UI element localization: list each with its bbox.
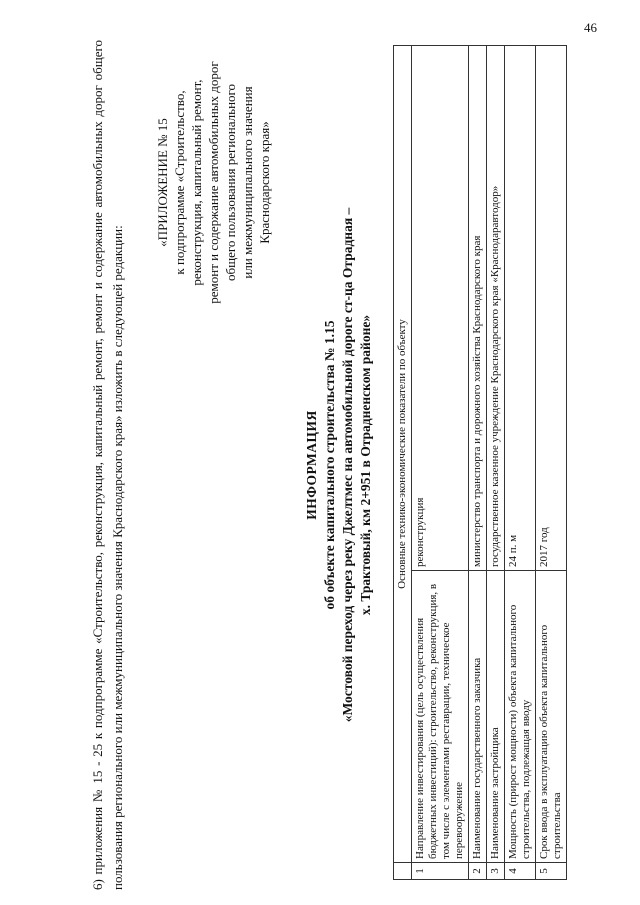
row-name: Наименование застройщика	[487, 571, 505, 863]
table-header-row	[394, 46, 412, 880]
appendix-line: Краснодарского края»	[257, 121, 272, 244]
table-row	[505, 46, 536, 880]
object-name-line1: «Мостовой переход через реку Джелтмес на автомобильной дороге ст-ца Отрадная –	[340, 207, 355, 723]
object-name-line2: х. Трактовый, км 2+951 в Отрадненском районе»	[358, 314, 373, 616]
appendix-header	[154, 60, 273, 305]
table-header: Основные технико-экономические показатели по объекту	[394, 46, 412, 863]
appendix-line: или межмуниципального значения	[240, 86, 255, 279]
row-number: 4	[505, 863, 536, 880]
table-row	[412, 46, 469, 880]
table-header-number-cell	[394, 863, 412, 880]
appendix-line: реконструкция, капитальный ремонт,	[189, 79, 204, 286]
appendix-line: ремонт и содержание автомобильных дорог	[206, 61, 221, 304]
appendix-line: общего пользования регионального	[223, 83, 238, 282]
info-subtitle: об объекте капитального строительства № 1.15	[322, 320, 337, 610]
indicators-table	[393, 45, 567, 880]
info-title-block	[303, 40, 375, 890]
row-value: министерство транспорта и дорожного хозяйства Краснодарского края	[469, 46, 487, 571]
row-value: 24 п. м	[505, 46, 536, 571]
row-number: 3	[487, 863, 505, 880]
table-row	[536, 46, 567, 880]
row-value: 2017 год	[536, 46, 567, 571]
table-row	[487, 46, 505, 880]
row-name: Срок ввода в эксплуатацию объекта капитального строительства	[536, 571, 567, 863]
page-number: 46	[584, 20, 597, 35]
row-name: Наименование государственного заказчика	[469, 571, 487, 863]
info-title: ИНФОРМАЦИЯ	[304, 410, 319, 520]
row-number: 2	[469, 863, 487, 880]
row-name: Мощность (прирост мощности) объекта капитального строительства, подлежащая вводу	[505, 571, 536, 863]
row-name: Направление инвестирования (цель осуществления бюджетных инвестиций): строительство, реконструкция, в том числе с элементами реставрации, техническое перевооружение	[412, 571, 469, 863]
rotated-page-content	[88, 40, 588, 890]
intro-paragraph: 6) приложения № 15 - 25 к подпрограмме «Строительство, реконструкция, капитальный ремонт, ремонт и содержание автомобильных дорог общего пользования регионального или межмуниципального значения Краснодарского края» изложить в следующей редакции:	[90, 40, 125, 890]
appendix-title: «ПРИЛОЖЕНИЕ № 15	[155, 118, 170, 247]
row-number: 1	[412, 863, 469, 880]
row-value: реконструкция	[412, 46, 469, 571]
row-value: государственное казенное учреждение Краснодарского края «Краснодаравтодор»	[487, 46, 505, 571]
appendix-line: к подпрограмме «Строительство,	[172, 90, 187, 275]
row-number: 5	[536, 863, 567, 880]
table-row	[469, 46, 487, 880]
